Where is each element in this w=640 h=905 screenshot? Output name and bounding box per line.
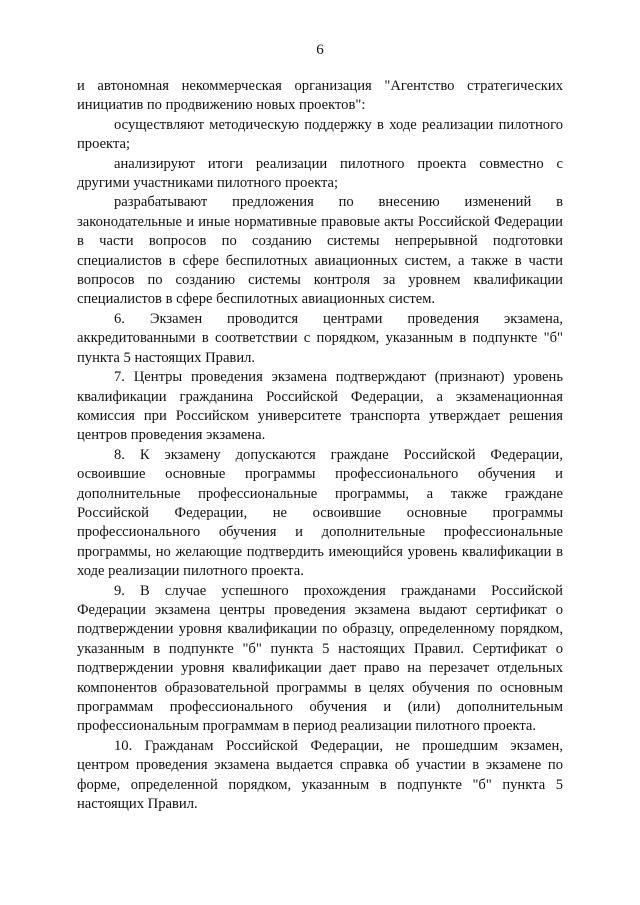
paragraph-item-7: 7. Центры проведения экзамена подтверждают (признают) уровень квалификации гражданина Российской Федерации, а экзаменационная комиссия при Российском университете транспорта утверждает решения центров проведения экзамена. <box>77 369 563 444</box>
page-number: 6 <box>316 42 324 58</box>
paragraph-item-6: 6. Экзамен проводится центрами проведения экзамена, аккредитованными в соответствии с порядком, указанным в подпункте "б" пункта 5 настоящих Правил. <box>77 310 563 366</box>
paragraph-develop-proposals: разрабатывают предложения по внесению изменений в законодательные и иные нормативные правовые акты Российской Федерации в части вопросов по созданию системы непрерывной подготовки специалистов в сфере беспилотных авиационных систем, а также в части вопросов по созданию системы контроля за уровнем квалификации специалистов в сфере беспилотных авиационных систем. <box>77 194 563 308</box>
paragraph-analyze-results: анализируют итоги реализации пилотного проекта совместно с другими участниками пилотного проекта; <box>77 155 563 192</box>
paragraph-item-8: 8. К экзамену допускаются граждане Российской Федерации, освоившие основные программы профессионального обучения и дополнительные профессиональные программы, а также граждане Российской Федерации, не освоившие основные программы профессионального обучения и дополнительные профессиональные программы, но желающие подтвердить имеющийся уровень квалификации в ходе реализации пилотного проекта. <box>77 446 563 580</box>
paragraph-continuation: и автономная некоммерческая организация "Агентство стратегических инициатив по продвижению новых проектов": <box>77 78 563 114</box>
paragraph-methodical-support: осуществляют методическую поддержку в ходе реализации пилотного проекта; <box>77 116 563 153</box>
paragraph-item-9: 9. В случае успешного прохождения гражданами Российской Федерации экзамена центры проведения экзамена выдают сертификат о подтверждении уровня квалификации по образцу, определенному порядком, указанным в подпункте "б" пункта 5 настоящих Правил. Сертификат о подтверждении уровня квалификации дает право на перезачет отдельных компонентов образовательной программы в целях обучения по основным программам профессионального обучения и (или) дополнительным профессиональным программам в период реализации пилотного проекта. <box>77 582 563 735</box>
document-body <box>77 77 563 814</box>
paragraph-item-10: 10. Гражданам Российской Федерации, не прошедшим экзамен, центром проведения экзамена выдается справка об участии в экзамене по форме, определенной порядком, указанным в подпункте "б" пункта 5 настоящих Правил. <box>77 737 563 813</box>
